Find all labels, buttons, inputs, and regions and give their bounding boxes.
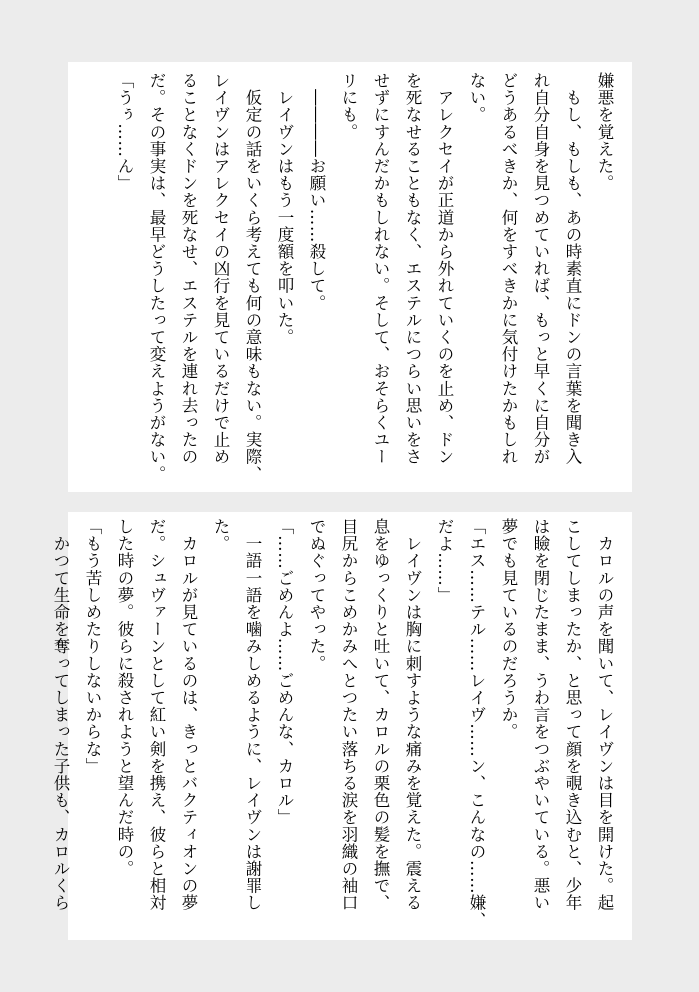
text-line: 目尻からこめかみへとつたい落ちる涙を羽織の袖口 [339,518,358,912]
lower-page [51,512,632,940]
text-line: レイヴンは胸に刺すような痛みを覚えた。震える [403,518,422,912]
upper-page [68,62,632,492]
text-line: でぬぐってやった。 [307,518,326,672]
text-line: カロルが見ているのは、きっとバクティオンの夢 [179,518,198,912]
text-line: 仮定の話をいくら考えても何の意味もない。実際、 [243,72,262,483]
upper-page-text [108,62,632,492]
text-line: どうあるべきか、何をすべきかに気付けたかもしれ [499,72,518,466]
text-line: レイヴンはもう一度額を叩いた。 [275,72,294,346]
text-line: せずにすんだかもしれない。そして、おそらくユー [371,72,390,466]
text-line: かつて生命を奪ってしまった子供も、カロルくら [51,518,70,912]
text-line: れ自分自身を見つめていれば、もっと早くに自分が [531,72,550,466]
text-line: は瞼を閉じたまま、うわ言をつぶやいている。悪い [531,518,550,912]
text-line: 「もう苦しめたりしないからな」 [83,518,102,775]
text-line: だ。その事実は、最早どうしたって変えようがない。 [147,72,166,483]
text-line: 「うぅ……ん」 [115,72,134,192]
text-line: た。 [211,518,230,553]
text-line: 「エス……テル……レイヴ……ン、こんなの……嫌、 [467,518,486,929]
text-line: だ。シュヴァーンとして紅い剣を携え、彼らと相対 [147,518,166,912]
text-line: を死なせることもなく、エステルにつらい思いをさ [403,72,422,466]
text-line: レイヴンはアレクセイの凶行を見ているだけで止め [211,72,230,466]
text-line: 夢でも見ているのだろうか。 [499,518,518,741]
text-line: アレクセイが正道から外れていくのを止め、ドン [435,72,454,466]
text-line: 息をゆっくりと吐いて、カロルの栗色の髪を撫で、 [371,518,390,912]
text-line: ない。 [467,72,486,124]
text-line: もし、もしも、あの時素直にドンの言葉を聞き入 [563,72,582,466]
text-line: 「……ごめんよ……ごめんな、カロル」 [275,518,294,826]
text-line: ることなくドンを死なせ、エステルを連れ去ったの [179,72,198,466]
text-line: 一語一語を噛みしめるように、レイヴンは謝罪し [243,518,262,912]
text-line: ――――お願い……殺して。 [307,72,326,312]
text-line: だよ……」 [435,518,454,604]
lower-page-text [44,512,632,940]
text-line: リにも。 [339,72,358,141]
text-line: した時の夢。彼らに殺されようと望んだ時の。 [115,518,134,878]
text-line: こしてしまったか、と思って顔を覗き込むと、少年 [563,518,582,912]
text-line: 嫌悪を覚えた。 [595,72,614,192]
text-line: カロルの声を聞いて、レイヴンは目を開けた。起 [595,518,614,912]
